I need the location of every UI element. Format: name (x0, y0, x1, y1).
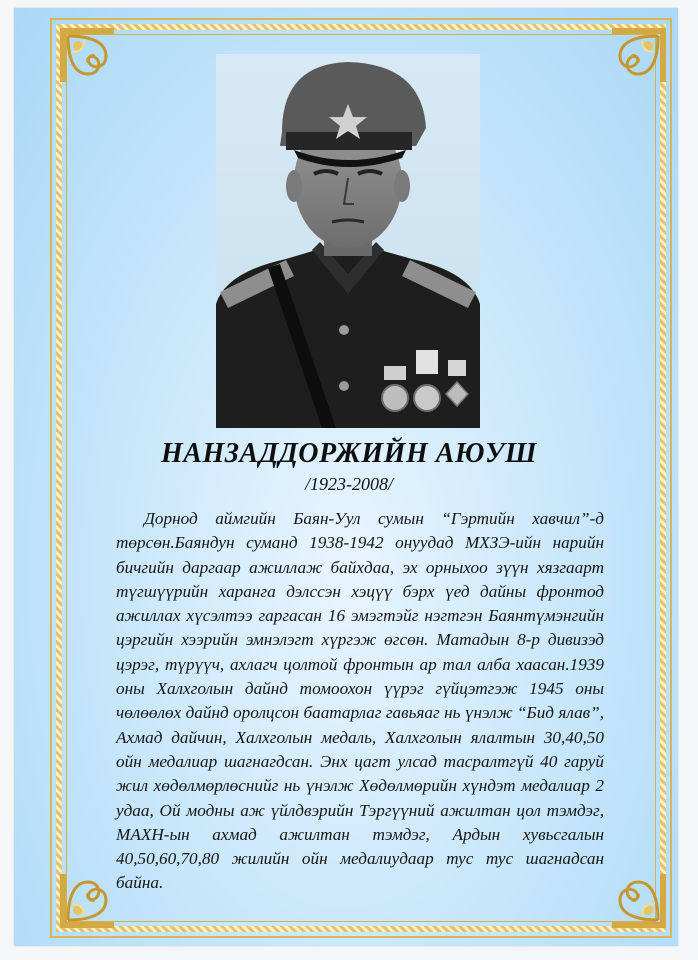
corner-ornament-icon (582, 22, 672, 112)
life-years: /1923-2008/ (305, 474, 393, 494)
biography-text: Дорнод аймгийн Баян-Уул сумын “Гэртийн хавчил”-д төрсөн.Баяндун суманд 1938-1942 онуудад МХЗЭ-ийн нарийн бичгийн даргаар ажиллаж байхдаа, эх орныхоо зүүн хязгаарт түгшүүрийн харанга дэлссэн хэцүү бэрх үед дайны фронтод ажиллах хүсэлтээ гаргасан 16 эмэгтэйг нэгтгэн Баянтүмэнгийн цэргийн хээрийн эмнэлэгт хүргэж өгсөн. Матадын 8-р дивизэд цэрэг, түрүүч, ахлагч цолтой фронтын ар тал алба хаасан.1939 оны Халхголын дайнд томоохон үүрэг гүйцэтгэж 1945 оны чөлөөлөх дайнд оролцсон баатарлаг гавьяаг нь үнэлж “Бид ялав”, Ахмад дайчин, Халхголын медаль, Халхголын ялалтын 30,40,50 ойн медалиар шагнагдсан. Энх цагт улсад тасралтгүй 40 гаруй жил хөдөлмөрлөснийг нь үнэлж Хөдөлмөрийн хүндэт медалиар 2 удаа, Ой модны аж үйлдвэрийн Тэргүүний ажилтан цол тэмдэг, МАХН-ын ахмад ажилтан тэмдэг, Ардын хувьсгалын 40,50,60,70,80 жилийн ойн медалиудаар тус тус шагнадсан байна. (116, 509, 604, 893)
soldier-portrait-icon (216, 54, 480, 428)
corner-ornament-icon (54, 22, 144, 112)
person-name: НАНЗАДДОРЖИЙН АЮУШ (161, 438, 537, 469)
portrait-photo (216, 54, 480, 428)
